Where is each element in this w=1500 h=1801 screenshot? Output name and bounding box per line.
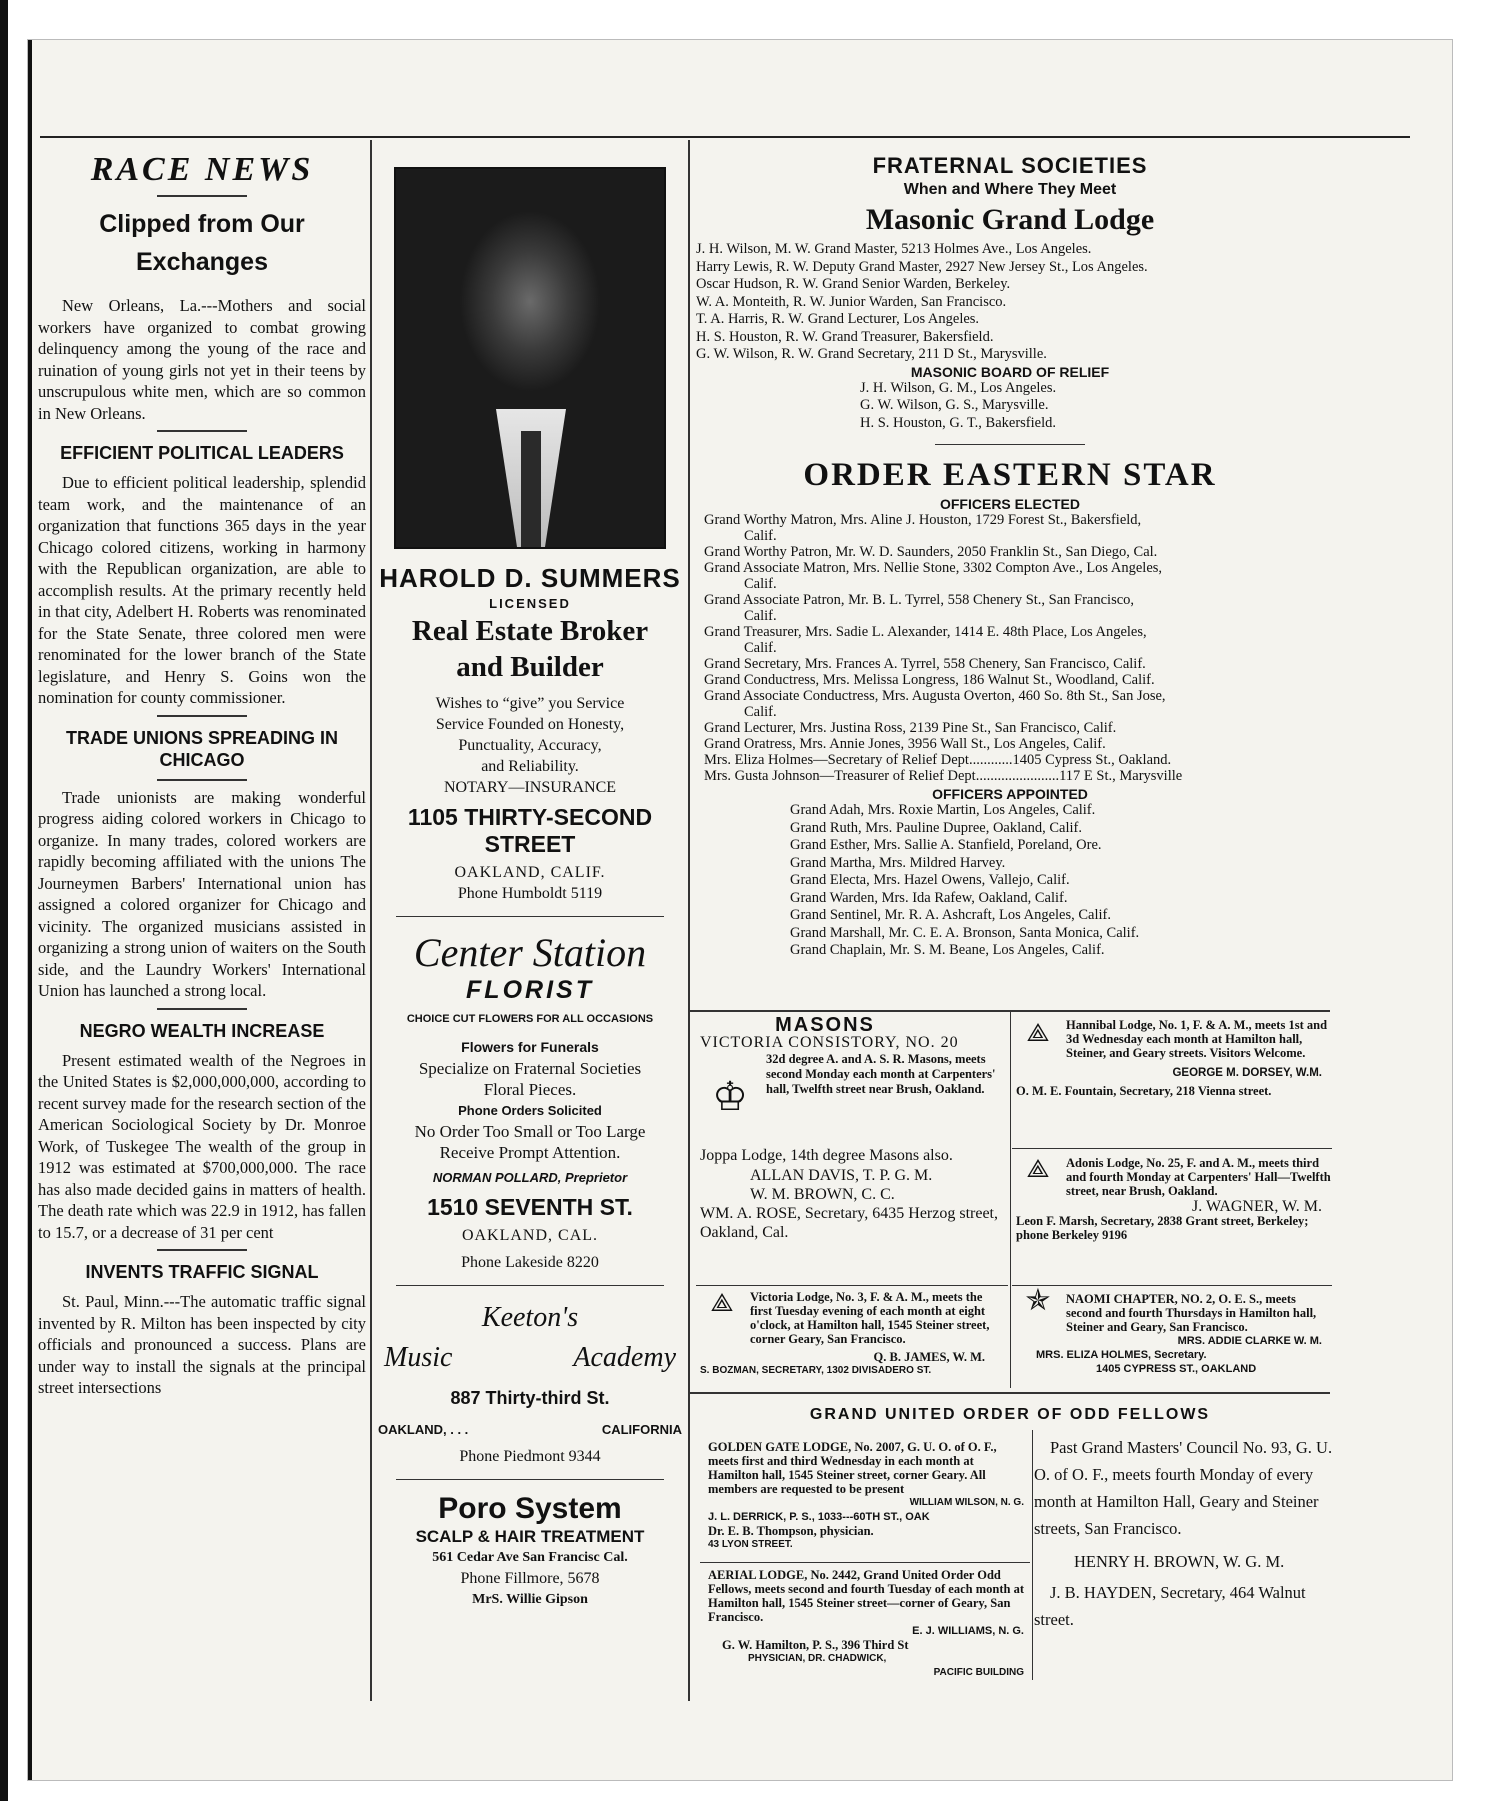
portrait-tie bbox=[521, 431, 541, 547]
elected-officer-cont: Calif. bbox=[744, 704, 777, 720]
appointed-line: Grand Martha, Mrs. Mildred Harvey. bbox=[790, 854, 1006, 871]
divider bbox=[157, 1249, 247, 1251]
council-wgm: HENRY H. BROWN, W. G. M. bbox=[1074, 1552, 1285, 1571]
elected-officer-text: Grand Treasurer, Mrs. Sadie L. Alexander, 1414 E. 48th Place, Los Angeles, bbox=[704, 624, 1147, 640]
square-compass-icon: ⟁ bbox=[1026, 1018, 1050, 1047]
aerial-lodge-box bbox=[708, 1568, 1024, 1680]
officers-appointed-list bbox=[690, 802, 1330, 960]
elected-officer-cont: Calif. bbox=[744, 608, 777, 624]
florist-label: FLORIST bbox=[466, 976, 594, 1004]
florist-line-5: Receive Prompt Attention. bbox=[439, 1143, 621, 1162]
keeton-phone: Phone Piedmont 9344 bbox=[459, 1448, 601, 1465]
new-orleans-article: New Orleans, La.---Mothers and social workers have organized to combat growing delinquency among the young of the race and ruination of young girls not yet in their teens by unscrupulous white men, which are so common in New Orleans. bbox=[38, 296, 366, 423]
poro-line-2: 561 Cedar Ave San Francisc Cal. bbox=[432, 1550, 628, 1565]
elected-officer-text: Mrs. Eliza Holmes—Secretary of Relief Dept............1405 Cypress St., Oakland. bbox=[704, 752, 1172, 768]
joppa-brown: W. M. BROWN, C. C. bbox=[750, 1186, 895, 1203]
victoria-lodge-wm: Q. B. JAMES, W. M. bbox=[873, 1350, 985, 1364]
double-eagle-icon: ♔ bbox=[712, 1074, 748, 1119]
officers-appointed-head: OFFICERS APPOINTED bbox=[932, 786, 1088, 802]
victoria-consistory-title: VICTORIA CONSISTORY, NO. 20 bbox=[700, 1034, 959, 1051]
section-divider bbox=[935, 444, 1085, 445]
victoria-lodge-box bbox=[700, 1290, 1005, 1378]
florist-name: Center Station bbox=[413, 930, 647, 975]
unions-headline: TRADE UNIONS SPREADING IN CHICAGO bbox=[65, 727, 339, 770]
odd-fellows-left-rule bbox=[700, 1562, 1030, 1563]
appointed-line: Grand Esther, Mrs. Sallie A. Stanfield, Poreland, Ore. bbox=[790, 837, 1102, 853]
grand-lodge-roster bbox=[690, 241, 1330, 364]
odd-fellows-title: GRAND UNITED ORDER OF ODD FELLOWS bbox=[809, 1406, 1211, 1423]
victoria-lodge-text: Victoria Lodge, No. 3, F. & A. M., meets the first Tuesday evening of each month at eight o'clock, at Hamilton hall, 1545 Steiner street, corner Geary, San Francisco. bbox=[750, 1290, 990, 1346]
naomi-address: 1405 CYPRESS ST., OAKLAND bbox=[1096, 1363, 1257, 1375]
elected-officer-text: Grand Associate Conductress, Mrs. Augusta Overton, 460 So. 8th St., San Jose, bbox=[704, 688, 1166, 704]
race-news-masthead: RACE NEWS bbox=[90, 151, 314, 188]
adonis-secretary: Leon F. Marsh, Secretary, 2838 Grant street, Berkeley; phone Berkeley 9196 bbox=[1016, 1214, 1309, 1242]
roster-line: J. H. Wilson, M. W. Grand Master, 5213 Holmes Ave., Los Angeles. bbox=[696, 241, 1092, 257]
naomi-text: NAOMI CHAPTER, NO. 2, O. E. S., meets second and fourth Thursdays in Hamilton hall, Steiner and Geary, San Francisco. bbox=[1066, 1292, 1317, 1334]
golden-gate-ng: WILLIAM WILSON, N. G. bbox=[909, 1497, 1024, 1508]
masons-right-rule-2 bbox=[1012, 1285, 1332, 1286]
elected-officer-cont: Calif. bbox=[744, 528, 777, 544]
council-box bbox=[1034, 1434, 1340, 1633]
elected-officer-text: Grand Worthy Patron, Mr. W. D. Saunders, 2050 Franklin St., San Diego, Cal. bbox=[704, 544, 1158, 560]
top-rule bbox=[40, 136, 1410, 138]
joppa-lodge: Joppa Lodge, 14th degree Masons also. bbox=[700, 1147, 953, 1164]
summers-line-2: Service Founded on Honesty, bbox=[435, 716, 625, 733]
wealth-headline: NEGRO WEALTH INCREASE bbox=[79, 1020, 325, 1041]
divider bbox=[157, 195, 247, 197]
poro-name: Poro System bbox=[438, 1492, 622, 1525]
odd-fellows-mid-rule bbox=[1032, 1430, 1033, 1680]
naomi-secretary: MRS. ELIZA HOLMES, Secretary. bbox=[1036, 1349, 1207, 1361]
keeton-city-b: CALIFORNIA bbox=[601, 1422, 682, 1437]
portrait-photo bbox=[394, 167, 666, 549]
naomi-chapter-box bbox=[1016, 1284, 1332, 1376]
summers-phone: Phone Humboldt 5119 bbox=[457, 885, 603, 902]
masons-left-rule bbox=[696, 1285, 1008, 1286]
appointed-line: Grand Ruth, Mrs. Pauline Dupree, Oakland, Calif. bbox=[790, 819, 1082, 836]
signal-headline: INVENTS TRAFFIC SIGNAL bbox=[85, 1262, 319, 1282]
roster-line: G. W. Wilson, R. W. Grand Secretary, 211 D St., Marysville. bbox=[696, 346, 1047, 362]
florist-city: OAKLAND, CAL. bbox=[461, 1227, 599, 1244]
ad-divider bbox=[396, 1479, 665, 1480]
aerial-building: PACIFIC BUILDING bbox=[933, 1667, 1024, 1678]
elected-officer bbox=[690, 720, 1330, 736]
florist-line-1: Specialize on Fraternal Societies bbox=[418, 1059, 642, 1078]
hannibal-wm: GEORGE M. DORSEY, W.M. bbox=[1172, 1067, 1322, 1079]
elected-officer-cont: Calif. bbox=[744, 576, 777, 592]
roster-line: Oscar Hudson, R. W. Grand Senior Warden, Berkeley. bbox=[696, 276, 1011, 292]
divider bbox=[157, 1008, 247, 1010]
divider bbox=[157, 715, 247, 717]
elected-officer bbox=[690, 512, 1330, 544]
summers-city: OAKLAND, CALIF. bbox=[454, 864, 606, 881]
fraternal-column bbox=[690, 145, 1330, 960]
elected-officer bbox=[690, 672, 1330, 688]
adonis-wm: J. WAGNER, W. M. bbox=[1192, 1198, 1322, 1215]
golden-gate-address: 43 LYON STREET. bbox=[708, 1539, 793, 1550]
florist-line-3: Phone Orders Solicited bbox=[458, 1103, 602, 1118]
summers-line-5: NOTARY—INSURANCE bbox=[443, 779, 617, 796]
elected-officer-text: Grand Secretary, Mrs. Frances A. Tyrrel, 558 Chenery, San Francisco, Calif. bbox=[704, 656, 1146, 672]
odd-fellows-rule bbox=[690, 1392, 1330, 1394]
masons-right-rule-1 bbox=[1012, 1148, 1332, 1149]
roster-line: W. A. Monteith, R. W. Junior Warden, San Francisco. bbox=[696, 293, 1007, 310]
unions-article: Trade unionists are making wonderful progress aiding colored workers in Chicago to organize. In many trades, colored workers are rapidly becoming affiliated with the unions The Journeymen Barbers' International union has assigned a colored organizer for Chicago and vicinity. The organized musicians assisted in organizing a strong union of waiters on the South side, and the Laundry Workers' International Union has launched a strong local. bbox=[38, 787, 366, 1000]
aerial-ng: E. J. WILLIAMS, N. G. bbox=[912, 1625, 1024, 1637]
joppa-rose: WM. A. ROSE, Secretary, 6435 Herzog street, Oakland, Cal. bbox=[700, 1205, 998, 1241]
elected-officer-text: Grand Oratress, Mrs. Annie Jones, 3956 Wall St., Los Angeles, Calif. bbox=[704, 736, 1106, 752]
masons-title: MASONS bbox=[775, 1014, 875, 1036]
fraternal-title: FRATERNAL SOCIETIES bbox=[872, 153, 1148, 178]
roster-line: H. S. Houston, R. W. Grand Treasurer, Bakersfield. bbox=[696, 328, 994, 345]
political-article: Due to efficient political leadership, splendid team work, and the maintenance of an organization that functions 365 days in the year Chicago colored citizens, working in harmony with the Republican organization, are able to accomplish results. At the primary recently held in that city, Adelbert H. Roberts was renominated for the State Senate, three colored men were renominated for the lower branch of the State legislature, and Henry S. Goins won the nomination for county commissioner. bbox=[38, 473, 366, 707]
golden-gate-text: GOLDEN GATE LODGE, No. 2007, G. U. O. of O. F., meets first and third Wednesday in each month at Hamilton hall, 1545 Steiner street, corner Geary. All members are requested to be present bbox=[708, 1440, 997, 1496]
summers-licensed: LICENSED bbox=[489, 596, 571, 611]
poro-line-1: SCALP & HAIR TREATMENT bbox=[415, 1527, 645, 1546]
keeton-name-1: Keeton's bbox=[481, 1302, 579, 1333]
square-compass-icon: ⟁ bbox=[1026, 1154, 1050, 1183]
elected-officer-text: Grand Conductress, Mrs. Melissa Longress, 186 Walnut St., Woodland, Calif. bbox=[704, 672, 1155, 688]
naomi-wm: MRS. ADDIE CLARKE W. M. bbox=[1177, 1335, 1322, 1347]
victoria-lodge-secretary: S. BOZMAN, SECRETARY, 1302 DIVISADERO ST. bbox=[700, 1365, 932, 1376]
elected-officer-text: Grand Lecturer, Mrs. Justina Ross, 2139 Pine St., San Francisco, Calif. bbox=[704, 720, 1117, 736]
masons-left bbox=[700, 1014, 1000, 1242]
florist-line-4: No Order Too Small or Too Large bbox=[414, 1122, 646, 1141]
race-news-subhead: Clipped from Our Exchanges bbox=[99, 210, 305, 276]
appointed-line: Grand Adah, Mrs. Roxie Martin, Los Angeles, Calif. bbox=[790, 802, 1096, 818]
golden-gate-ps: J. L. DERRICK, P. S., 1033---60TH ST., OAK bbox=[708, 1511, 930, 1523]
elected-officer-text: Grand Associate Matron, Mrs. Nellie Stone, 3302 Compton Ave., Los Angeles, bbox=[704, 560, 1163, 576]
appointed-line: Grand Sentinel, Mr. R. A. Ashcraft, Los Angeles, Calif. bbox=[790, 907, 1111, 923]
council-secretary: J. B. HAYDEN, Secretary, 464 Walnut street. bbox=[1034, 1583, 1306, 1629]
summers-line-4: and Reliability. bbox=[481, 758, 579, 775]
divider bbox=[157, 430, 247, 432]
divider bbox=[157, 779, 247, 781]
appointed-line: Grand Marshall, Mr. C. E. A. Bronson, Santa Monica, Calif. bbox=[790, 924, 1140, 941]
masons-mid-rule bbox=[1010, 1012, 1011, 1388]
elected-officer bbox=[690, 736, 1330, 752]
officers-elected-list bbox=[690, 512, 1330, 784]
officers-elected-head: OFFICERS ELECTED bbox=[939, 496, 1080, 512]
adonis-lodge-box bbox=[1016, 1156, 1332, 1242]
appointed-line: Grand Chaplain, Mr. S. M. Beane, Los Angeles, Calif. bbox=[790, 942, 1105, 958]
joppa-allan: ALLAN DAVIS, T. P. G. M. bbox=[750, 1167, 933, 1184]
advertisements-column bbox=[372, 145, 688, 1610]
roster-line: Harry Lewis, R. W. Deputy Grand Master, 2927 New Jersey St., Los Angeles. bbox=[696, 258, 1148, 275]
masonic-grand-lodge-title: Masonic Grand Lodge bbox=[865, 203, 1155, 236]
aerial-text: AERIAL LODGE, No. 2442, Grand United Order Odd Fellows, meets second and fourth Tuesday of each month at Hamilton hall, 1545 Steiner street—corner of Geary, San Francisco. bbox=[708, 1568, 1024, 1624]
hannibal-text: Hannibal Lodge, No. 1, F. & A. M., meets 1st and 3d Wednesday each month at Hamilton hall, Steiner, and Geary streets. Visitors Welcome. bbox=[1066, 1018, 1328, 1060]
poro-phone: Phone Fillmore, 5678 bbox=[460, 1570, 600, 1587]
keeton-address: 887 Thirty-third St. bbox=[450, 1388, 610, 1408]
elected-officer bbox=[690, 752, 1330, 768]
scan-edge bbox=[0, 0, 8, 1801]
roster-line: T. A. Harris, R. W. Grand Lecturer, Los Angeles. bbox=[696, 311, 980, 327]
signal-article: St. Paul, Minn.---The automatic traffic signal invented by R. Milton has been inspected by city officials and pronounced a success. Plans are under way to install the signals at the principal street intersections bbox=[38, 1292, 366, 1397]
summers-address: 1105 THIRTY-SECOND STREET bbox=[407, 804, 653, 857]
golden-gate-physician: Dr. E. B. Thompson, physician. bbox=[708, 1524, 874, 1538]
florist-line-2: Floral Pieces. bbox=[483, 1080, 577, 1099]
ad-divider bbox=[396, 916, 665, 917]
adonis-text: Adonis Lodge, No. 25, F. and A. M., meets third and fourth Monday at Carpenters' Hall—Twelfth street, near Brush, Oakland. bbox=[1066, 1156, 1331, 1198]
star-icon: ✯ bbox=[1025, 1284, 1051, 1317]
florist-tagline: CHOICE CUT FLOWERS FOR ALL OCCASIONS bbox=[406, 1013, 654, 1025]
square-compass-icon: ⟁ bbox=[710, 1288, 734, 1317]
keeton-city bbox=[372, 1419, 688, 1440]
hannibal-secretary: O. M. E. Fountain, Secretary, 218 Vienna street. bbox=[1016, 1084, 1272, 1098]
elected-officer-text: Grand Worthy Matron, Mrs. Aline J. Houston, 1729 Forest St., Bakersfield, bbox=[704, 512, 1142, 528]
race-news-column bbox=[38, 145, 366, 1405]
elected-officer bbox=[690, 560, 1330, 592]
elected-officer-text: Mrs. Gusta Johnson—Treasurer of Relief Dept.......................117 E St., Marysville bbox=[704, 768, 1183, 784]
aerial-ps: G. W. Hamilton, P. S., 396 Third St bbox=[722, 1638, 909, 1652]
appointed-line: Grand Warden, Mrs. Ida Rafew, Oakland, Calif. bbox=[790, 889, 1068, 906]
summers-line-3: Punctuality, Accuracy, bbox=[458, 737, 602, 754]
elected-officer bbox=[690, 624, 1330, 656]
aerial-physician: PHYSICIAN, DR. CHADWICK, bbox=[748, 1653, 887, 1664]
summers-title-2: and Builder bbox=[456, 651, 604, 683]
elected-officer bbox=[690, 544, 1330, 560]
council-text: Past Grand Masters' Council No. 93, G. U. O. of O. F., meets fourth Monday of every month at Hamilton Hall, Geary and Steiner streets, San Francisco. bbox=[1034, 1438, 1333, 1538]
elected-officer bbox=[690, 768, 1330, 784]
elected-officer-cont: Calif. bbox=[744, 640, 777, 656]
hannibal-lodge-box bbox=[1016, 1018, 1332, 1098]
elected-officer bbox=[690, 688, 1330, 720]
florist-address: 1510 SEVENTH ST. bbox=[427, 1194, 633, 1220]
fraternal-subtitle: When and Where They Meet bbox=[903, 181, 1117, 198]
keeton-name-2 bbox=[372, 1338, 688, 1378]
keeton-academy: Academy bbox=[573, 1342, 676, 1373]
political-headline: EFFICIENT POLITICAL LEADERS bbox=[60, 443, 344, 463]
elected-officer bbox=[690, 656, 1330, 672]
keeton-city-a: OAKLAND, . . . bbox=[378, 1422, 469, 1437]
elected-officer-text: Grand Associate Patron, Mr. B. L. Tyrrel, 558 Chenery St., San Francisco, bbox=[704, 592, 1135, 608]
board-of-relief-head: MASONIC BOARD OF RELIEF bbox=[910, 363, 1110, 380]
florist-funerals: Flowers for Funerals bbox=[461, 1039, 599, 1055]
relief-line: J. H. Wilson, G. M., Los Angeles. bbox=[860, 379, 1057, 396]
relief-line: G. W. Wilson, G. S., Marysville. bbox=[860, 397, 1049, 413]
eastern-star-title: ORDER EASTERN STAR bbox=[803, 457, 1217, 493]
poro-owner: MrS. Willie Gipson bbox=[472, 1592, 588, 1607]
florist-proprietor: NORMAN POLLARD, Preprietor bbox=[432, 1170, 628, 1185]
relief-line: H. S. Houston, G. T., Bakersfield. bbox=[860, 414, 1057, 431]
victoria-consistory-text: 32d degree A. and A. S. R. Masons, meets second Monday each month at Carpenters' hall, Twelfth street near Brush, Oakland. bbox=[766, 1052, 996, 1096]
elected-officer bbox=[690, 592, 1330, 624]
summers-line-1: Wishes to “give” you Service bbox=[435, 695, 625, 712]
summers-title-1: Real Estate Broker bbox=[411, 615, 649, 647]
ad-divider bbox=[396, 1285, 665, 1286]
appointed-line: Grand Electa, Mrs. Hazel Owens, Vallejo, Calif. bbox=[790, 872, 1070, 888]
florist-phone: Phone Lakeside 8220 bbox=[461, 1254, 599, 1271]
wealth-article: Present estimated wealth of the Negroes in the United States is $2,000,000,000, according to recent survey made for the research section of the American Sociological Society by Dr. Monroe Work, of Tuskegee The wealth of the group in 1912 was estimated at $700,000,000. The race has also made decided gains in matters of health. The death rate which was 22.9 in 1912, has fallen to 15.7, or a decrease of 31 per cent bbox=[38, 1050, 367, 1242]
keeton-music: Music bbox=[384, 1342, 453, 1373]
golden-gate-lodge-box bbox=[708, 1440, 1024, 1552]
summers-name: HAROLD D. SUMMERS bbox=[379, 563, 681, 593]
